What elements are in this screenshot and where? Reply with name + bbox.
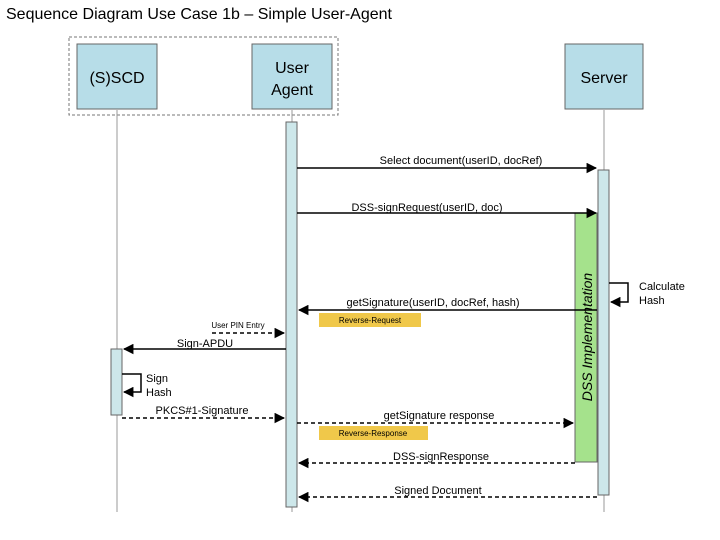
message-sign-apdu-label: Sign-APDU: [176, 338, 234, 350]
self-call-sign-hash-arrow: [122, 374, 141, 392]
message-signed-document-label: Signed Document: [394, 485, 482, 497]
self-call-sign-hash-label-line2: Hash: [146, 387, 172, 399]
message-select-document-label: Select document(userID, docRef): [379, 155, 543, 167]
reverse-request-label: Reverse-Request: [338, 316, 402, 325]
message-dss-sign-response-label: DSS-signResponse: [393, 451, 489, 463]
participant-user-agent-label-line2: Agent: [271, 82, 313, 99]
message-pkcs-signature-label: PKCS#1-Signature: [155, 405, 249, 417]
participant-user-agent-label-line1: User: [275, 60, 309, 77]
self-call-sign-hash-label-line1: Sign: [146, 373, 169, 385]
activation-scd: [111, 349, 122, 415]
reverse-request-badge: [319, 313, 421, 327]
message-get-signature-label: getSignature(userID, docRef, hash): [346, 297, 520, 309]
reverse-response-label: Reverse-Response: [338, 429, 408, 438]
participant-user-agent: [252, 44, 332, 109]
participant-server: [565, 44, 643, 109]
self-call-calculate-hash-arrow: [609, 283, 628, 302]
self-call-calculate-hash-label-line2: Hash: [639, 295, 665, 307]
activation-server: [598, 170, 609, 495]
message-get-signature-response-label: getSignature response: [383, 410, 495, 422]
message-user-pin-entry-label: User PIN Entry: [211, 321, 265, 330]
dss-implementation-label: DSS Implementation: [579, 272, 595, 402]
dss-implementation-box: [575, 213, 597, 462]
diagram-title: Sequence Diagram Use Case 1b – Simple User-Agent: [6, 6, 392, 23]
participant-server-label: Server: [580, 70, 628, 87]
activation-user-agent: [286, 122, 297, 507]
message-dss-sign-request-label: DSS-signRequest(userID, doc): [351, 202, 503, 214]
reverse-response-badge: [319, 426, 428, 440]
participant-scd-label: (S)SCD: [89, 70, 145, 87]
self-call-calculate-hash-label-line1: Calculate: [639, 281, 685, 293]
participant-scd: [77, 44, 157, 109]
